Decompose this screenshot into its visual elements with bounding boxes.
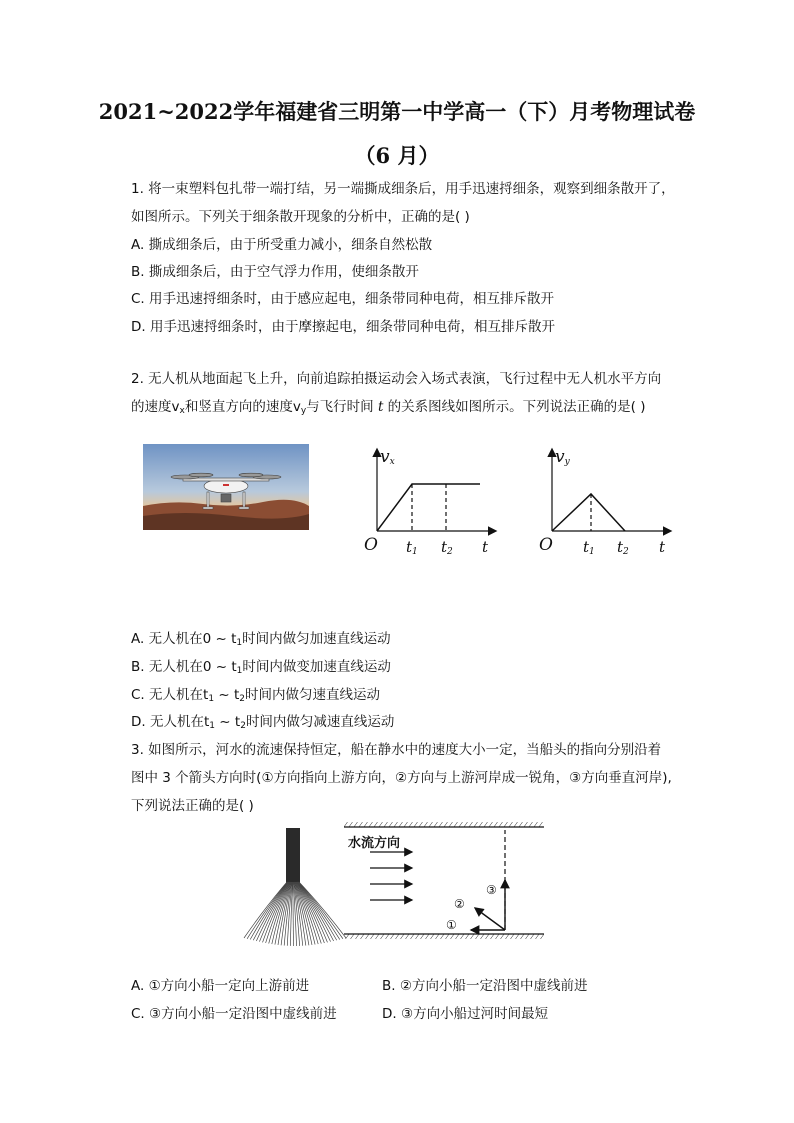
exam-title-line2: （6 月）: [354, 143, 440, 168]
mark-1: ①: [446, 918, 457, 932]
q1-stem-line2: 如图所示。下列关于细条散开现象的分析中，正确的是( ): [131, 209, 470, 225]
q2-stem-line2: 的速度$v_x$和竖直方向的速度$v_y$与飞行时间 t 的关系图线如图所示。下列说法正确的是( ): [131, 399, 646, 416]
vy-axis-label: $v_y$: [555, 447, 570, 467]
q1-option-a: A. 撕成细条后，由于所受重力减小，细条自然松散: [131, 237, 433, 253]
vx-axis-label: $v_x$: [380, 447, 395, 467]
q2-option-d: D. 无人机在$t_1$ ~ $t_2$时间内做匀减速直线运动: [131, 714, 395, 731]
q2-option-c: C. 无人机在$t_1$ ~ $t_2$时间内做匀速直线运动: [131, 687, 380, 704]
q3-option-c: C. ③方向小船一定沿图中虚线前进: [131, 1006, 337, 1022]
q3-option-d: D. ③方向小船过河时间最短: [382, 1006, 549, 1022]
plastic-strips-figure: [240, 828, 350, 950]
q2-stem-line1: 2. 无人机从地面起飞上升，向前追踪拍摄运动会入场式表演，飞行过程中无人机水平方向: [131, 371, 662, 387]
q3-stem-line2: 图中 3 个箭头方向时(①方向指向上游方向，②方向与上游河岸成一锐角，③方向垂直河岸),: [131, 770, 672, 786]
drone-photo: [143, 444, 309, 530]
q2-option-b: B. 无人机在0 ~ $t_1$时间内做变加速直线运动: [131, 659, 391, 676]
mark-3: ③: [486, 883, 497, 897]
river-flow-label: 水流方向: [348, 836, 401, 851]
vy-t-axis-label: t: [659, 538, 666, 556]
q2-option-a: A. 无人机在0 ~ $t_1$时间内做匀加速直线运动: [131, 631, 391, 648]
q3-stem-line3: 下列说法正确的是( ): [131, 798, 254, 814]
vx-t2-label: $t_2$: [441, 538, 453, 557]
vx-origin-label: O: [364, 535, 378, 555]
q1-stem-line1: 1. 将一束塑料包扎带一端打结，另一端撕成细条后，用手迅速捋细条，观察到细条散开了，: [131, 181, 675, 197]
q1-option-d: D. 用手迅速捋细条时，由于摩擦起电，细条带同种电荷，相互排斥散开: [131, 319, 555, 335]
exam-title-line1: 2021~2022学年福建省三明第一中学高一（下）月考物理试卷: [98, 99, 696, 124]
q3-stem-line1: 3. 如图所示，河水的流速保持恒定，船在静水中的速度大小一定，当船头的指向分别沿着: [131, 742, 662, 758]
vy-origin-label: O: [539, 535, 553, 555]
vx-t1-label: $t_1$: [406, 538, 418, 557]
q3-option-a: A. ①方向小船一定向上游前进: [131, 978, 310, 994]
vx-t-axis-label: t: [482, 538, 489, 556]
vy-t2-label: $t_2$: [617, 538, 629, 557]
vy-t1-label: $t_1$: [583, 538, 595, 557]
mark-2: ②: [454, 897, 465, 911]
plastic-strip: [293, 882, 294, 946]
q1-option-b: B. 撕成细条后，由于空气浮力作用，使细条散开: [131, 264, 419, 280]
q1-option-c: C. 用手迅速捋细条时，由于感应起电，细条带同种电荷，相互排斥散开: [131, 291, 555, 307]
q3-option-b: B. ②方向小船一定沿图中虚线前进: [382, 978, 588, 994]
